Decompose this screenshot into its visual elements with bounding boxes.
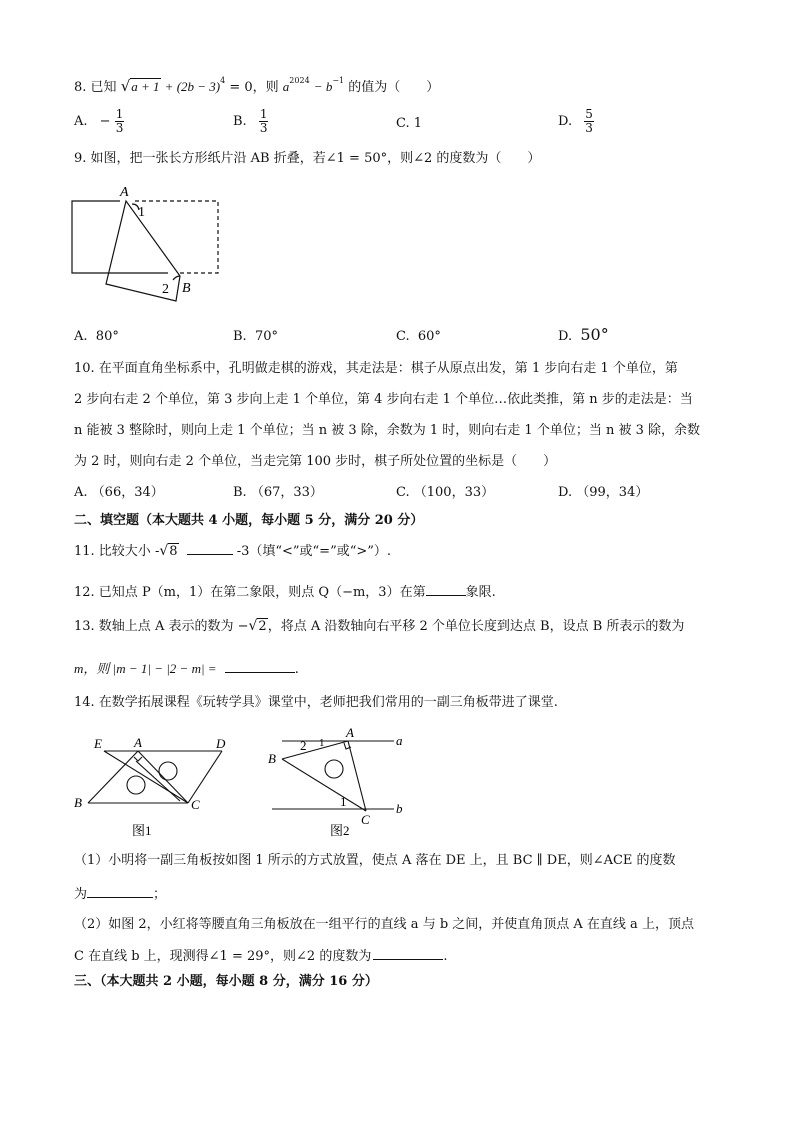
q13-line-1: 13. 数轴上点 A 表示的数为 −√2，将点 A 沿数轴向右平移 2 个单位长度到达点 B，设点 B 所表示的数为 xyxy=(74,618,685,634)
segment-ba xyxy=(282,741,348,759)
label-1-top: 1 xyxy=(319,737,325,749)
label-2: 2 xyxy=(300,738,307,753)
q14-figure-1 xyxy=(70,735,240,845)
right-angle-mark xyxy=(134,757,142,761)
triangle-hole xyxy=(325,760,343,778)
segment-bc xyxy=(282,759,366,811)
q9-option-a: A. 80° xyxy=(74,329,119,344)
label-a: A xyxy=(134,735,142,750)
q9-option-b: B. 70° xyxy=(233,329,278,344)
q9-figure xyxy=(60,180,240,320)
q10-option-a: A. （66，34） xyxy=(74,485,164,500)
q8-option-a: A. − $\frac{1}{3}$ xyxy=(74,107,124,135)
label-b: B xyxy=(74,795,82,810)
answer-blank[interactable] xyxy=(373,946,443,960)
q14-sub2-line-2: C 在直线 b 上，现测得∠1 = 29°，则∠2 的度数为 . xyxy=(74,946,447,966)
q14-sub2-line-1: （2）如图 2，小红将等腰直角三角板放在一组平行的直线 a 与 b 之间，并使直角顶点 A 在直线 a 上，顶点 xyxy=(74,917,694,932)
q14-sub1-line-1: （1）小明将一副三角板按如图 1 所示的方式放置，使点 A 落在 DE 上，且 BC ∥ DE，则∠ACE 的度数 xyxy=(74,853,676,868)
q8-option-d: D. $\frac{5}{3}$ xyxy=(558,107,593,135)
label-line-b: b xyxy=(396,801,403,816)
q8-stem: 8. 已知 $√a + 1 + (2b - 3)^4 = 0$，则 $a^{2024} - b^{-1}$ 的值为（ ） xyxy=(74,76,440,95)
triangle-hole xyxy=(159,762,177,780)
q10-line-3: n 能被 3 整除时，则向上走 1 个单位；当 n 被 3 除，余数为 1 时，则向右走 1 个单位；当 n 被 3 除，余数 xyxy=(74,423,700,438)
label-c: C xyxy=(191,797,200,812)
rectangle-folded-edge xyxy=(135,201,218,273)
q10-option-c: C. （100，33） xyxy=(396,485,495,500)
label-a: A xyxy=(346,726,354,740)
q8-option-c: C. 1 xyxy=(396,116,423,131)
q10-line-2: 2 步向右走 2 个单位，第 3 步向上走 1 个单位，第 4 步向右走 1 个单位…依此类推，第 n 步的走法是：当 xyxy=(74,392,693,407)
q14-intro: 14. 在数学拓展课程《玩转学具》课堂中，老师把我们常用的一副三角板带进了课堂. xyxy=(74,695,558,710)
segment-ba xyxy=(88,751,138,803)
caption-fig2: 图2 xyxy=(330,823,350,838)
q9-option-d: D. 50° xyxy=(558,325,609,344)
segment-dc xyxy=(188,751,222,803)
answer-blank[interactable] xyxy=(225,659,295,673)
q10-option-b: B. （67，33） xyxy=(233,485,323,500)
q13-line-2: m，则 |m − 1| − |2 − m| = . xyxy=(74,661,299,677)
inner-triangle-edge xyxy=(136,761,180,801)
q10-option-d: D. （99，34） xyxy=(558,485,649,500)
label-c: C xyxy=(361,812,370,827)
label-e: E xyxy=(94,736,102,751)
label-d: D xyxy=(216,736,226,751)
answer-blank[interactable] xyxy=(426,582,466,596)
q9-option-c: C. 60° xyxy=(396,329,441,344)
q10-line-4: 为 2 时，则向右走 2 个单位，当走完第 100 步时，棋子所处位置的坐标是（ ） xyxy=(74,454,557,469)
label-b: B xyxy=(268,751,276,766)
fraction: $\frac{1}{3}$ xyxy=(115,107,124,135)
label-2: 2 xyxy=(162,282,169,297)
q14-sub1-line-2: 为 ； xyxy=(74,884,166,904)
answer-blank[interactable] xyxy=(87,884,153,898)
q11-stem: 11. 比较大小 -√8 -3（填“<”或“=”或“>”）. xyxy=(74,543,392,559)
q14-figure-2 xyxy=(262,726,422,844)
label-line-a: a xyxy=(396,733,403,748)
rectangle-edge xyxy=(72,201,168,273)
triangle-hole xyxy=(127,776,145,794)
label-b: B xyxy=(182,281,191,296)
q9-stem: 9. 如图，把一张长方形纸片沿 AB 折叠，若∠1 = 50°，则∠2 的度数为（ ） xyxy=(74,151,541,166)
section-3-heading: 三、（本大题共 2 小题，每小题 8 分，满分 16 分） xyxy=(74,974,378,989)
segment-ac xyxy=(348,741,366,811)
label-1: 1 xyxy=(340,794,347,809)
label-a: A xyxy=(120,185,129,200)
fraction: $\frac{5}{3}$ xyxy=(585,107,593,135)
q12-stem: 12. 已知点 P（m，1）在第二象限，则点 Q（−m，3）在第 象限. xyxy=(74,582,496,602)
fraction: $\frac{1}{3}$ xyxy=(259,107,268,135)
label-1: 1 xyxy=(138,205,145,220)
caption-fig1: 图1 xyxy=(132,823,152,838)
answer-blank[interactable] xyxy=(187,541,233,555)
q10-line-1: 10. 在平面直角坐标系中，孔明做走棋的游戏，其走法是：棋子从原点出发，第 1 步向右走 1 个单位，第 xyxy=(74,361,678,376)
section-2-heading: 二、填空题（本大题共 4 小题，每小题 5 分，满分 20 分） xyxy=(74,513,424,528)
q8-option-b: B. $\frac{1}{3}$ xyxy=(233,107,268,135)
